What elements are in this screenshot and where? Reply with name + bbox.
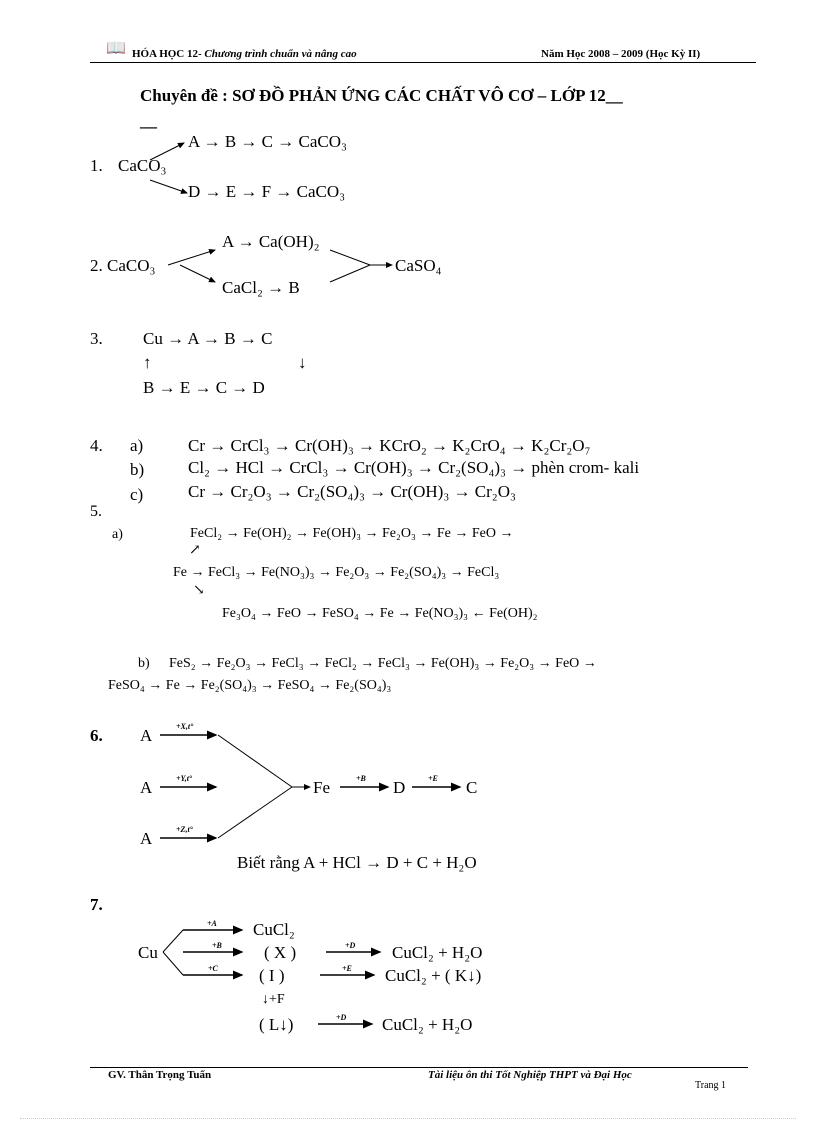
page-title: Chuyên đề : SƠ ĐỒ PHẢN ỨNG CÁC CHẤT VÔ CƠ – LỚP 12__ [140, 86, 623, 105]
q3-row2: B → E → C → D [143, 378, 265, 397]
q6-note: Biết rằng A + HCl → D + C + H₂O [237, 853, 477, 872]
q7-r4: CuCl₂ + H₂O [382, 1015, 473, 1034]
q2-end: CaSO₄ [395, 256, 442, 275]
q7-label-c: +C [208, 964, 218, 973]
q4-a: Cr → CrCl₃ → Cr(OH)₃ → KCrO₂ → K₂CrO₄ → K₂Cr₂O₇ [188, 436, 591, 455]
footer-rule [90, 1067, 748, 1068]
q7-x: ( X ) [264, 943, 297, 962]
q1-bottom-chain: D → E → F → CaCO₃ [188, 182, 346, 201]
q7-cu: Cu [138, 943, 158, 962]
q1-start: CaCO₃ [118, 156, 167, 175]
q2-bottom: CaCl₂ → B [222, 278, 300, 297]
q7-label-d2: +D [336, 1013, 347, 1022]
q7-number: 7. [90, 895, 103, 914]
q3-up-arrow: ↑ [143, 353, 152, 372]
q7-r3: CuCl₂ + ( K↓) [385, 966, 482, 985]
q2-number: 2. [90, 256, 103, 275]
q6-d: D [393, 778, 406, 797]
q7-f: ↓+F [262, 992, 285, 1007]
q4-c-label: c) [130, 485, 144, 504]
q1-number: 1. [90, 156, 103, 175]
q7-label-a: +A [207, 919, 217, 928]
q7-label-d: +D [345, 941, 356, 950]
q5-a1: FeCl₂ → Fe(OH)₂ → Fe(OH)₃ → Fe₂O₃ → Fe → FeO → [190, 526, 514, 541]
q5-a-label: a) [112, 527, 123, 542]
q6-label-e: +E [428, 774, 438, 783]
q6-label-3: +Z,t° [176, 825, 193, 834]
q4-number: 4. [90, 436, 103, 455]
page-title-cont: __ [140, 111, 157, 130]
q5-b2: FeSO₄ → Fe → Fe₂(SO₄)₃ → FeSO₄ → Fe₂(SO₄)₃ [108, 678, 392, 693]
q5-arrow-ne: ↗ [189, 543, 201, 558]
q6-join-1 [218, 735, 292, 787]
q3-down-arrow: ↓ [298, 353, 307, 372]
q1-top-chain: A → B → C → CaCO₃ [188, 132, 347, 151]
q2-start: CaCO₃ [107, 256, 156, 275]
q6-c: C [466, 778, 478, 797]
q5-b-label: b) [138, 656, 150, 671]
q5-number: 5. [90, 503, 102, 520]
q2-join-down [330, 265, 370, 282]
q4-b: Cl₂ → HCl → CrCl₃ → Cr(OH)₃ → Cr₂(SO₄)₃ → phèn crom- kali [188, 458, 640, 477]
footer-author: GV. Thân Trọng Tuấn [108, 1069, 212, 1081]
q2-branch-down [180, 265, 215, 282]
q6-join-3 [218, 787, 292, 838]
q1-branch-down [150, 180, 187, 193]
q7-l: ( L↓) [259, 1015, 294, 1034]
q6-label-b: +B [356, 774, 366, 783]
q6-label-1: +X,t° [176, 722, 194, 731]
header-year: Năm Học 2008 – 2009 (Học Kỳ II) [541, 48, 701, 60]
header-subject: HÓA HỌC 12- Chương trình chuẩn và nâng cao [132, 48, 357, 60]
q6-number: 6. [90, 726, 103, 745]
q5-a3: Fe₃O₄ → FeO → FeSO₄ → Fe → Fe(NO₃)₃ ← Fe(OH)₂ [222, 606, 538, 621]
q6-fe: Fe [313, 778, 330, 797]
q2-branch-up [168, 250, 215, 265]
q2-join-up [330, 250, 370, 265]
q5-b1: FeS₂ → Fe₂O₃ → FeCl₃ → FeCl₂ → FeCl₃ → Fe(OH)₃ → Fe₂O₃ → FeO → [169, 656, 597, 671]
q7-label-b: +B [212, 941, 222, 950]
q7-i: ( I ) [259, 966, 285, 985]
q5-a2: Fe → FeCl₃ → Fe(NO₃)₃ → Fe₂O₃ → Fe₂(SO₄)₃ → FeCl₃ [173, 565, 500, 580]
book-icon: 📖 [106, 40, 126, 57]
q6-a2: A [140, 778, 153, 797]
q6-a1: A [140, 726, 153, 745]
q6-a3: A [140, 829, 153, 848]
q4-c: Cr → Cr₂O₃ → Cr₂(SO₄)₃ → Cr(OH)₃ → Cr₂O₃ [188, 482, 516, 501]
page-bottom-dots [20, 1118, 796, 1119]
q7-branch-up [163, 930, 183, 952]
q3-number: 3. [90, 329, 103, 348]
q6-label-2: +Y,t° [176, 774, 193, 783]
footer-doc: Tài liệu ôn thi Tốt Nghiệp THPT và Đại Học [428, 1069, 632, 1081]
q7-r1: CuCl₂ [253, 920, 295, 939]
footer-page: Trang 1 [695, 1080, 727, 1091]
q4-b-label: b) [130, 460, 145, 479]
q7-r2: CuCl₂ + H₂O [392, 943, 483, 962]
q3-row1: Cu → A → B → C [143, 329, 273, 348]
q7-branch-down [163, 952, 183, 975]
q2-top: A → Ca(OH)₂ [222, 232, 320, 251]
q5-arrow-se: ↘ [193, 583, 205, 598]
q7-label-e: +E [342, 964, 352, 973]
q4-a-label: a) [130, 436, 144, 455]
